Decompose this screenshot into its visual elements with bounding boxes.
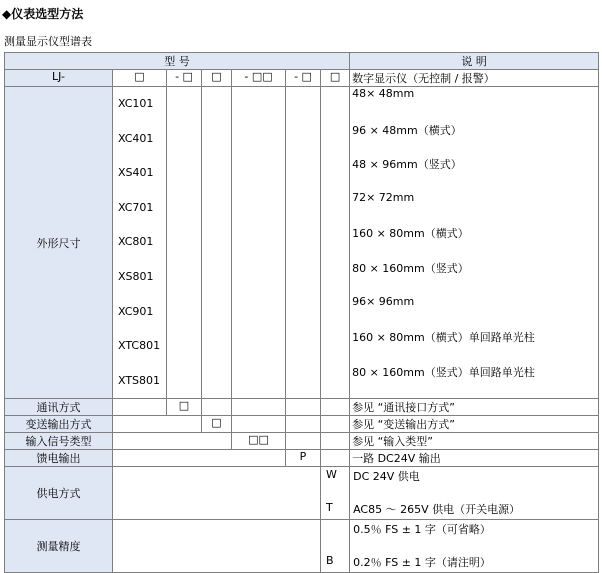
- feed-label: 馈电输出: [5, 450, 113, 467]
- size-desc: 80 × 160mm（竖式）: [352, 261, 469, 275]
- power-label: 供电方式: [5, 467, 113, 520]
- code-row: [5, 70, 599, 87]
- size-codes: [113, 87, 167, 399]
- empty-cell: [321, 433, 350, 450]
- feed-mark: P: [286, 450, 321, 467]
- empty-cell: [202, 399, 232, 416]
- empty-cell: [321, 450, 350, 467]
- size-row: [5, 87, 599, 399]
- size-code: XC801: [118, 235, 154, 249]
- empty-cell: [232, 87, 286, 399]
- power-desc-w: DC 24V 供电: [353, 470, 420, 484]
- comm-row: [5, 399, 599, 416]
- size-desc: 160 × 80mm（横式）单回路单光柱: [352, 331, 535, 345]
- trans-desc: 参见 “变送输出方式”: [350, 416, 599, 433]
- empty-cell: [202, 87, 232, 399]
- size-desc: 72× 72mm: [352, 190, 415, 204]
- code-row-description: 数字显示仪（无控制 / 报警）: [350, 70, 599, 87]
- page-heading: ◆仪表选型方法: [2, 7, 84, 21]
- accuracy-descs: [350, 520, 599, 573]
- size-code: XC901: [118, 304, 154, 318]
- table-title: 测量显示仪型谱表: [4, 35, 92, 48]
- accuracy-desc-b: 0.2％ FS ± 1 字（请注明）: [353, 556, 491, 570]
- comm-desc: 参见 “通讯接口方式”: [350, 399, 599, 416]
- empty-cell: [232, 399, 286, 416]
- empty-cell: [113, 520, 321, 573]
- empty-cell: [286, 87, 321, 399]
- size-code: XC401: [118, 131, 154, 145]
- power-code-w: W: [326, 468, 337, 482]
- empty-cell: [321, 87, 350, 399]
- code-placeholder-comm: - □: [167, 70, 202, 87]
- empty-cell: [113, 416, 202, 433]
- accuracy-desc-default: 0.5％ FS ± 1 字（可省略）: [353, 523, 491, 537]
- trans-mark: □: [202, 416, 232, 433]
- code-placeholder-feed: - □: [286, 70, 321, 87]
- size-desc: 48× 48mm: [352, 87, 415, 100]
- size-code: XS801: [118, 269, 154, 283]
- size-descriptions: [350, 87, 599, 399]
- empty-cell: [232, 416, 286, 433]
- size-desc: 80 × 160mm（竖式）单回路单光柱: [352, 365, 535, 379]
- trans-row: [5, 416, 599, 433]
- code-placeholder-input: - □□: [232, 70, 286, 87]
- comm-mark: □: [167, 399, 202, 416]
- empty-cell: [113, 467, 321, 520]
- accuracy-row: [5, 520, 599, 573]
- size-desc: 48 × 96mm（竖式）: [352, 158, 462, 172]
- power-codes: [321, 467, 350, 520]
- size-label: 外形尺寸: [5, 87, 113, 399]
- input-desc: 参见 “输入类型”: [350, 433, 599, 450]
- model-prefix: LJ-: [5, 70, 113, 87]
- empty-cell: [167, 87, 202, 399]
- header-row: [5, 53, 599, 70]
- code-placeholder-size: □: [113, 70, 167, 87]
- size-code: XC101: [118, 97, 154, 110]
- size-desc: 160 × 80mm（横式）: [352, 227, 469, 241]
- empty-cell: [113, 450, 286, 467]
- empty-cell: [286, 433, 321, 450]
- input-row: [5, 433, 599, 450]
- empty-cell: [113, 433, 232, 450]
- comm-label: 通讯方式: [5, 399, 113, 416]
- description-header: 说 明: [350, 53, 599, 70]
- feed-desc: 一路 DC24V 输出: [350, 450, 599, 467]
- power-descs: [350, 467, 599, 520]
- trans-label: 变送输出方式: [5, 416, 113, 433]
- code-placeholder-power: □: [321, 70, 350, 87]
- code-placeholder-trans: □: [202, 70, 232, 87]
- empty-cell: [321, 416, 350, 433]
- size-desc: 96× 96mm: [352, 294, 415, 308]
- empty-cell: [321, 399, 350, 416]
- empty-cell: [286, 399, 321, 416]
- power-row: [5, 467, 599, 520]
- empty-cell: [113, 399, 167, 416]
- accuracy-label: 测量精度: [5, 520, 113, 573]
- model-spec-table: [4, 52, 599, 573]
- accuracy-codes: [321, 520, 350, 573]
- size-code: XC701: [118, 200, 154, 214]
- input-mark: □□: [232, 433, 286, 450]
- size-code: XS401: [118, 166, 154, 180]
- feed-row: [5, 450, 599, 467]
- model-header: 型 号: [5, 53, 350, 70]
- size-code: XTC801: [118, 339, 161, 353]
- size-code: XTS801: [118, 373, 161, 387]
- size-desc: 96 × 48mm（横式）: [352, 123, 462, 137]
- input-label: 输入信号类型: [5, 433, 113, 450]
- power-desc-t: AC85 ～ 265V 供电（开关电源）: [353, 503, 521, 517]
- power-code-t: T: [326, 501, 333, 515]
- empty-cell: [286, 416, 321, 433]
- accuracy-code-b: B: [326, 554, 334, 568]
